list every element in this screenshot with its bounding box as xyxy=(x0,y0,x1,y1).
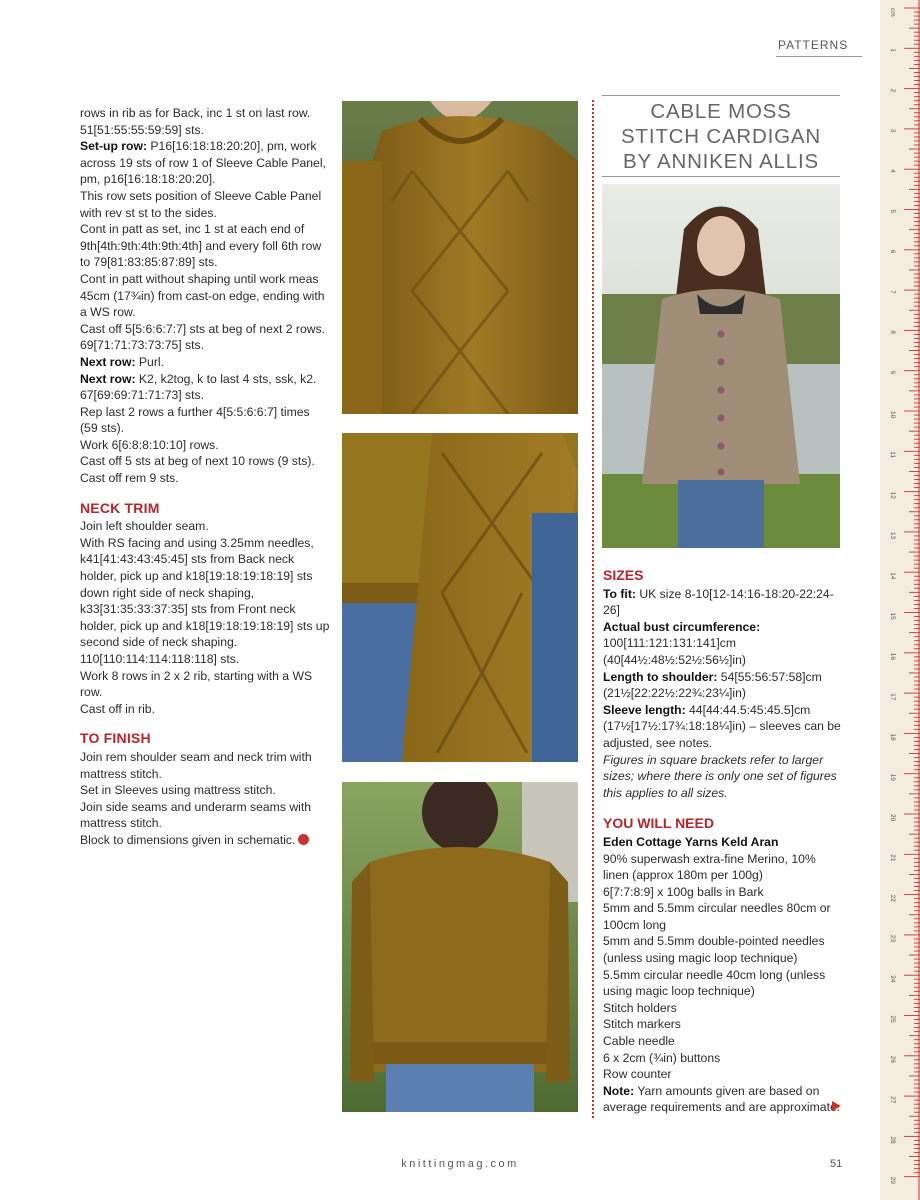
pattern-line: Cont in patt without shaping until work meas 45cm (17¾in) from cast-on edge, ending with a WS row. xyxy=(80,271,325,320)
ruler-label: 5 xyxy=(889,209,896,214)
setup-label: Set-up row: xyxy=(80,139,148,154)
ruler-label: 15 xyxy=(889,612,896,620)
footer-site: knittingmag.com xyxy=(401,1158,519,1170)
need-item: 6[7:7:8:9] x 100g balls in Bark xyxy=(603,884,764,899)
need-item: Cable needle xyxy=(603,1034,675,1049)
finish-line: Join side seams and underarm seams with mattress stitch. xyxy=(80,799,311,831)
need-item: 5.5mm circular needle 40cm long (unless using magic loop technique) xyxy=(603,967,826,999)
ruler-label: 17 xyxy=(889,693,896,701)
ruler-label: 25 xyxy=(889,1015,896,1023)
fit-label: To fit: xyxy=(603,586,636,601)
ruler-graphic xyxy=(880,0,920,1200)
ruler-label: 2 xyxy=(889,88,896,93)
finish-line xyxy=(80,832,330,849)
continue-arrow-icon xyxy=(832,1101,841,1111)
need-item: 5mm and 5.5mm circular needles 80cm or 100cm long xyxy=(603,901,831,932)
setup-text: P16[16:18:18:20:20], pm, work across 19 sts of row 1 of Sleeve Cable Panel, pm, p16[16:18:18:20:20]. xyxy=(80,139,326,187)
sleeve-label: Sleeve length: xyxy=(603,702,686,717)
section-label: PATTERNS xyxy=(778,38,849,52)
neck-line: Join left shoulder seam. xyxy=(80,519,209,534)
photo-sleeve-detail xyxy=(342,433,578,762)
need-item: 90% superwash extra-fine Merino, 10% linen (approx 180m per 100g) xyxy=(603,851,816,883)
photo-sweater-front xyxy=(342,101,578,414)
title-line: BY ANNIKEN ALLIS xyxy=(623,150,819,173)
title-line: CABLE MOSS xyxy=(650,100,792,123)
ruler-label: 12 xyxy=(889,491,896,499)
pattern-line: Work 6[6:8:8:10:10] rows. xyxy=(80,437,219,452)
ruler-label: 23 xyxy=(889,934,896,943)
ruler-label: 16 xyxy=(889,652,896,661)
neck-line: Work 8 rows in 2 x 2 rib, starting with a WS row. xyxy=(80,668,313,700)
intro-line: 51[51:55:55:59:59] sts. xyxy=(80,122,204,137)
ruler-label: 6 xyxy=(889,249,896,254)
pattern-line: Cast off 5[5:6:6:7:7] sts at beg of next 2 rows. 69[71:71:73:73:75] sts. xyxy=(80,321,326,353)
ruler-label: cm xyxy=(889,8,896,17)
need-note-label: Note: xyxy=(603,1083,635,1098)
need-item: 6 x 2cm (¾in) buttons xyxy=(603,1050,721,1065)
need-note-text: Yarn amounts given are based on average requirements and are approximate. xyxy=(603,1083,841,1115)
pattern-line: This row sets position of Sleeve Cable Panel with rev st st to the sides. xyxy=(80,188,322,220)
fit-text: UK size 8-10[12-14:16-18:20-22:24-26] xyxy=(603,586,834,618)
ruler-label: 28 xyxy=(889,1136,896,1144)
left-column xyxy=(80,105,330,849)
next-row-text: K2, k2tog, k to last 4 sts, ssk, k2. 67[69:69:71:71:73] sts. xyxy=(80,371,317,403)
photo-sweater-back xyxy=(342,782,578,1112)
length-text: 54[55:56:57:58]cm (21½[22:22½:22¾:23¼]in) xyxy=(603,669,822,701)
ruler-label: 29 xyxy=(889,1176,896,1184)
ruler-label: 1 xyxy=(889,48,896,52)
sizes-note-text: Figures in square brackets refer to larger sizes; where there is only one set of figures this applies to all sizes. xyxy=(603,752,837,800)
need-item: 5mm and 5.5mm double-pointed needles (unless using magic loop technique) xyxy=(603,934,825,966)
ruler-label: 7 xyxy=(889,290,896,294)
ruler-label: 13 xyxy=(889,531,896,540)
pattern-line: Cast off 5 sts at beg of next 10 rows (9 sts). xyxy=(80,454,315,469)
right-column xyxy=(603,567,843,1116)
you-will-need-heading: YOU WILL NEED xyxy=(603,815,714,832)
pattern-line: Cont in patt as set, inc 1 st at each end of 9th[4th:9th:4th:9th:4th] and every foll 6th row to 79[81:83:85:87:89] sts. xyxy=(80,222,322,270)
neck-line: With RS facing and using 3.25mm needles, k41[41:43:43:45:45] sts from Back neck holder, pick up and k18[19:18:19:18:19] sts down right side of neck shaping, k33[31:35:33:37:35] sts from Front neck holder, pick up and k18[19:18:19:18:19] sts up second side of neck shaping. 110[110:114:114:118:118] sts. xyxy=(80,535,330,666)
finish-line: Join rem shoulder seam and neck trim with mattress stitch. xyxy=(80,749,312,781)
sleeve-line xyxy=(603,702,843,752)
end-mark-icon xyxy=(298,834,309,845)
ruler-label: 24 xyxy=(889,975,896,983)
ruler-label: 22 xyxy=(889,894,896,902)
ruler-label: 8 xyxy=(889,330,896,335)
title-line: STITCH CARDIGAN xyxy=(621,125,821,148)
next-row xyxy=(80,354,330,371)
bust-label xyxy=(603,619,843,636)
sizes-note xyxy=(603,752,843,802)
next-row-label: Next row: xyxy=(80,371,136,386)
yarn-name xyxy=(603,834,843,851)
ruler-label: 14 xyxy=(889,572,896,580)
ruler-label: 9 xyxy=(889,370,896,375)
ruler-label: 3 xyxy=(889,128,896,133)
need-note xyxy=(603,1083,843,1116)
ruler-label: 20 xyxy=(889,814,896,822)
need-item: Stitch markers xyxy=(603,1017,681,1032)
photo-cardigan-model xyxy=(602,184,840,548)
pattern-line: Cast off rem 9 sts. xyxy=(80,471,179,486)
ruler-label: 26 xyxy=(889,1055,896,1064)
ruler-label: 4 xyxy=(889,169,896,173)
ruler-label: 27 xyxy=(889,1096,896,1104)
finish-last-text: Block to dimensions given in schematic. xyxy=(80,832,296,847)
length-label: Length to shoulder: xyxy=(603,669,718,684)
bust-text: 100[111:121:131:141]cm (40[44½:48½:52½:56½]in) xyxy=(603,636,746,667)
bust-label-text: Actual bust circumference: xyxy=(603,619,761,634)
need-item: Stitch holders xyxy=(603,1000,677,1015)
sizes-heading: SIZES xyxy=(603,567,644,583)
section-rule xyxy=(776,56,862,57)
ruler-label: 19 xyxy=(889,773,896,781)
neck-line: Cast off in rib. xyxy=(80,701,155,716)
measuring-ruler xyxy=(880,0,920,1200)
ruler-label: 10 xyxy=(889,411,896,419)
fit-line xyxy=(603,586,843,619)
ruler-label: 21 xyxy=(889,854,896,862)
intro-line: rows in rib as for Back, inc 1 st on last row. xyxy=(80,106,311,120)
page-number: 51 xyxy=(830,1158,843,1170)
finish-line: Set in Sleeves using mattress stitch. xyxy=(80,783,276,798)
yarn-name-text: Eden Cottage Yarns Keld Aran xyxy=(603,834,779,849)
pattern-line: Rep last 2 rows a further 4[5:5:6:6:7] times (59 sts). xyxy=(80,404,310,436)
sleeve-text: 44[44:44.5:45:45.5]cm (17½[17½:17¾:18:18¼]in) – sleeves can be adjusted, see notes. xyxy=(603,702,841,750)
neck-trim-heading: NECK TRIM xyxy=(80,499,160,516)
ruler-label: 18 xyxy=(889,733,896,741)
setup-row xyxy=(80,138,330,188)
pattern-title xyxy=(602,95,840,177)
column-divider xyxy=(592,100,594,1118)
to-finish-heading: TO FINISH xyxy=(80,730,151,747)
next-row-label: Next row: xyxy=(80,354,136,369)
ruler-label: 11 xyxy=(889,451,896,459)
next-row xyxy=(80,371,330,404)
next-row-text: Purl. xyxy=(135,354,164,369)
need-item: Row counter xyxy=(603,1067,672,1082)
length-line xyxy=(603,669,843,702)
